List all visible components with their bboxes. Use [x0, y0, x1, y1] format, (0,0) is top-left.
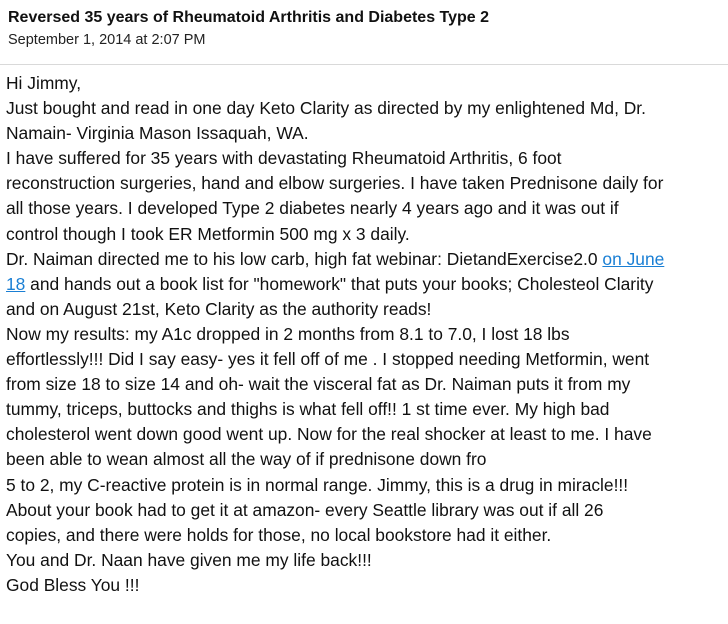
body-line	[6, 397, 728, 422]
body-line	[6, 523, 728, 548]
email-body	[6, 71, 728, 598]
body-line	[6, 96, 728, 121]
body-text: been able to wean almost all the way of if prednisone down fro	[6, 449, 487, 470]
body-line	[6, 347, 728, 372]
body-line	[6, 272, 728, 297]
body-line	[6, 322, 728, 347]
body-line	[6, 473, 728, 498]
body-line	[6, 247, 728, 272]
body-text: Dr. Naiman directed me to his low carb, high fat webinar: DietandExercise2.0	[6, 248, 603, 269]
body-text: tummy, triceps, buttocks and thighs is what fell off!! 1 st time ever. My high bad	[6, 399, 610, 420]
body-text: Just bought and read in one day Keto Clarity as directed by my enlightened Md, Dr.	[6, 98, 646, 119]
body-text: copies, and there were holds for those, no local bookstore had it either.	[6, 524, 552, 545]
body-text: God Bless You !!!	[6, 574, 140, 595]
body-line	[6, 146, 728, 171]
body-text: and on August 21st, Keto Clarity as the authority reads!	[6, 298, 432, 319]
body-text: control though I took ER Metformin 500 mg x 3 daily.	[6, 223, 410, 244]
date-link[interactable]: on June	[602, 248, 665, 269]
body-text: all those years. I developed Type 2 diabetes nearly 4 years ago and it was out if	[6, 198, 619, 219]
body-line	[6, 422, 728, 447]
body-text: cholesterol went down good went up. Now for the real shocker at least to me. I have	[6, 424, 652, 445]
email-subject: Reversed 35 years of Rheumatoid Arthritis and Diabetes Type 2	[8, 9, 490, 26]
body-line	[6, 573, 728, 598]
email-date: September 1, 2014 at 2:07 PM	[8, 32, 206, 48]
body-text: from size 18 to size 14 and oh- wait the visceral fat as Dr. Naiman puts it from my	[6, 374, 631, 395]
body-text: Namain- Virginia Mason Issaquah, WA.	[6, 123, 309, 144]
body-line	[6, 548, 728, 573]
header-divider	[0, 64, 728, 65]
body-line	[6, 498, 728, 523]
body-line	[6, 447, 728, 472]
body-line	[6, 297, 728, 322]
body-line	[6, 121, 728, 146]
body-line	[6, 372, 728, 397]
body-text: reconstruction surgeries, hand and elbow surgeries. I have taken Prednisone daily for	[6, 173, 664, 194]
body-text: I have suffered for 35 years with devastating Rheumatoid Arthritis, 6 foot	[6, 148, 562, 169]
date-link[interactable]: 18	[6, 273, 26, 294]
body-text: Now my results: my A1c dropped in 2 months from 8.1 to 7.0, I lost 18 lbs	[6, 323, 570, 344]
email-header	[0, 0, 728, 58]
body-text: You and Dr. Naan have given me my life back!!!	[6, 549, 372, 570]
body-text: effortlessly!!! Did I say easy- yes it fell off of me . I stopped needing Metformin, went	[6, 349, 650, 370]
body-line	[6, 71, 728, 96]
body-text: About your book had to get it at amazon- every Seattle library was out if all 26	[6, 499, 604, 520]
body-text: 5 to 2, my C-reactive protein is in normal range. Jimmy, this is a drug in miracle!!!	[6, 474, 629, 495]
body-line	[6, 171, 728, 196]
body-line	[6, 222, 728, 247]
body-text: Hi Jimmy,	[6, 73, 82, 93]
body-line	[6, 196, 728, 221]
body-text: and hands out a book list for "homework" that puts your books; Cholesteol Clarity	[25, 273, 654, 294]
